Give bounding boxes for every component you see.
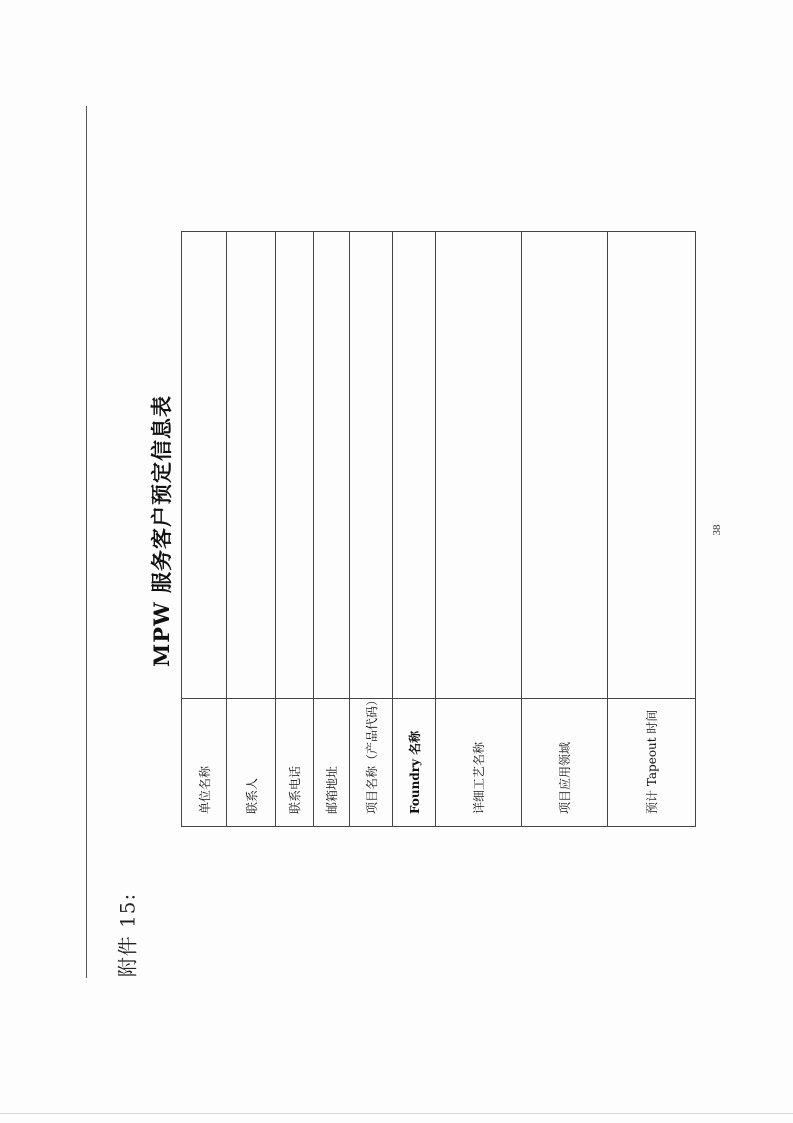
row-label-application-field: 项目应用领域 — [522, 699, 608, 827]
left-margin-rule — [86, 106, 87, 978]
row-label-unit-name: 单位名称 — [182, 699, 227, 827]
table-row — [436, 232, 522, 827]
table-row — [608, 232, 696, 827]
row-value-foundry-name[interactable] — [393, 232, 436, 699]
row-label-process-name: 详细工艺名称 — [436, 699, 522, 827]
table-row — [276, 232, 314, 827]
bottom-edge-line — [0, 1113, 793, 1114]
booking-info-table — [181, 231, 696, 827]
row-value-phone[interactable] — [276, 232, 314, 699]
row-label-phone: 联系电话 — [276, 699, 314, 827]
row-value-contact-person[interactable] — [227, 232, 276, 699]
page-number: 38 — [711, 524, 723, 536]
table-row — [350, 232, 393, 827]
table-row — [393, 232, 436, 827]
row-value-email[interactable] — [314, 232, 350, 699]
row-value-unit-name[interactable] — [182, 232, 227, 699]
booking-info-table-wrapper — [181, 231, 695, 827]
attachment-label: 附件 15: — [115, 892, 140, 978]
row-value-application-field[interactable] — [522, 232, 608, 699]
table-row — [227, 232, 276, 827]
row-label-tapeout-time: 预计 Tapeout 时间 — [608, 699, 696, 827]
table-row — [522, 232, 608, 827]
document-title: MPW 服务客户预定信息表 — [149, 395, 174, 667]
row-value-project-name[interactable] — [350, 232, 393, 699]
row-label-email: 邮箱地址 — [314, 699, 350, 827]
row-value-process-name[interactable] — [436, 232, 522, 699]
table-row — [314, 232, 350, 827]
row-value-tapeout-time[interactable] — [608, 232, 696, 699]
table-row — [182, 232, 227, 827]
row-label-foundry-name: Foundry 名称 — [393, 699, 436, 827]
row-label-project-name: 项目名称（产品代码） — [350, 699, 393, 827]
row-label-contact-person: 联系人 — [227, 699, 276, 827]
